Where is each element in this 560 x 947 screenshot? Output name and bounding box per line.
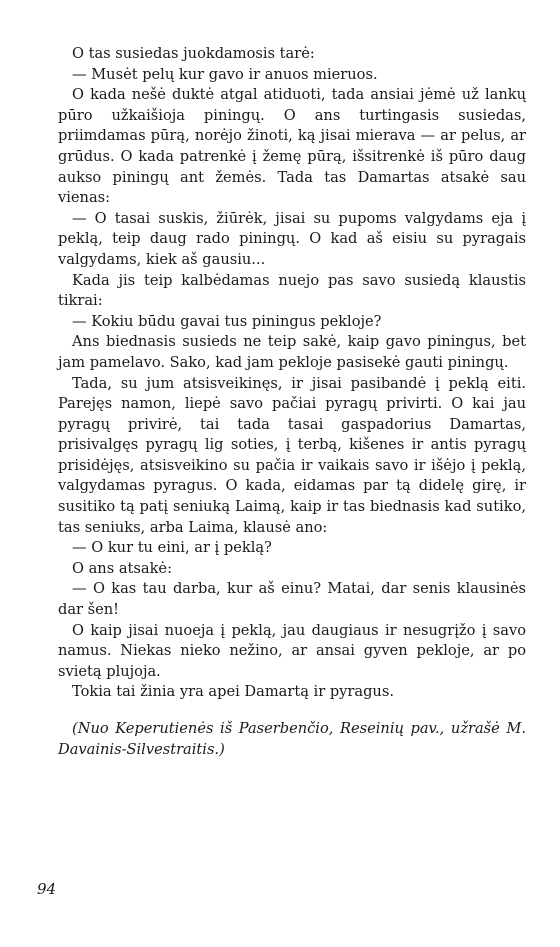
page-number: 94	[37, 880, 57, 898]
paragraph-5: Kada jis teip kalbėdamas nuejo pas savo susiedą klaustis tikrai:	[58, 271, 526, 310]
paragraph-8: Tada, su jum atsisveikinęs, ir jisai pasibandė į peklą eiti. Parejęs namon, liepė savo pačiai pyragų privirti. O kai jau pyragų privirė, tai tada tasai gaspadorius Damartas, prisivalgęs pyragų lig soties, į terbą, kišenes ir antis pyragų prisidėjęs, atsisveikino su pačia ir vaikais savo ir išėjo į peklą, valgydamas pyragus. O kada, eidamas par tą didelę girę, ir susitiko tą patį seniuką Laimą, kaip ir tas biednasis kad sutiko, tas seniuks, arba Laima, klausė ano:	[58, 374, 526, 536]
paragraph-13: Tokia tai žinia yra apei Damartą ir pyragus.	[72, 683, 394, 701]
paragraph-11: — O kas tau darba, kur aš einu? Matai, dar senis klausinės dar šen!	[58, 580, 526, 619]
paragraph-2: — Musėt pelų kur gavo ir anuos mieruos.	[72, 65, 378, 83]
paragraph-1: O tas susiedas juokdamosis tarė:	[72, 45, 315, 62]
paragraph-3: O kada nešė duktė atgal atiduoti, tada ansiai jėmė už lankų pūro užkaišioja piningų. O ans turtingasis susiedas, priimdamas pūrą, norėjo žinoti, ką jisai mierava — ar pelus, ar grūdus. O kada patrenkė į žemę pūrą, išsitrenkė iš pūro daug aukso piningų ant žemės. Tada tas Damartas atsakė sau vienas:	[58, 86, 526, 207]
source-note: (Nuo Keperutienės iš Paserbenčio, Reseinių pav., užrašė M. Davainis-Silvestraitis.)	[58, 720, 526, 758]
paragraph-7: Ans biednasis susieds ne teip sakė, kaip gavo piningus, bet jam pamelavo. Sako, kad jam pekloje pasisekė gauti piningų.	[58, 333, 526, 371]
paragraph-6: — Kokiu būdu gavai tus piningus pekloje?	[72, 312, 382, 330]
paragraph-4: — O tasai suskis, žiūrėk, jisai su pupoms valgydams eja į peklą, teip daug rado piningų. O kad aš eisiu su pyragais valgydams, kiek aš gausiu...	[58, 209, 526, 268]
paragraph-10: O ans atsakė:	[72, 559, 172, 577]
paragraph-9: — O kur tu eini, ar į peklą?	[72, 539, 272, 557]
paragraph-12: O kaip jisai nuoeja į peklą, jau daugiaus ir nesugrįžo į savo namus. Niekas nieko nežino, ar ansai gyven pekloje, ar po svietą plujoja.	[58, 621, 526, 680]
page-body	[58, 44, 526, 760]
